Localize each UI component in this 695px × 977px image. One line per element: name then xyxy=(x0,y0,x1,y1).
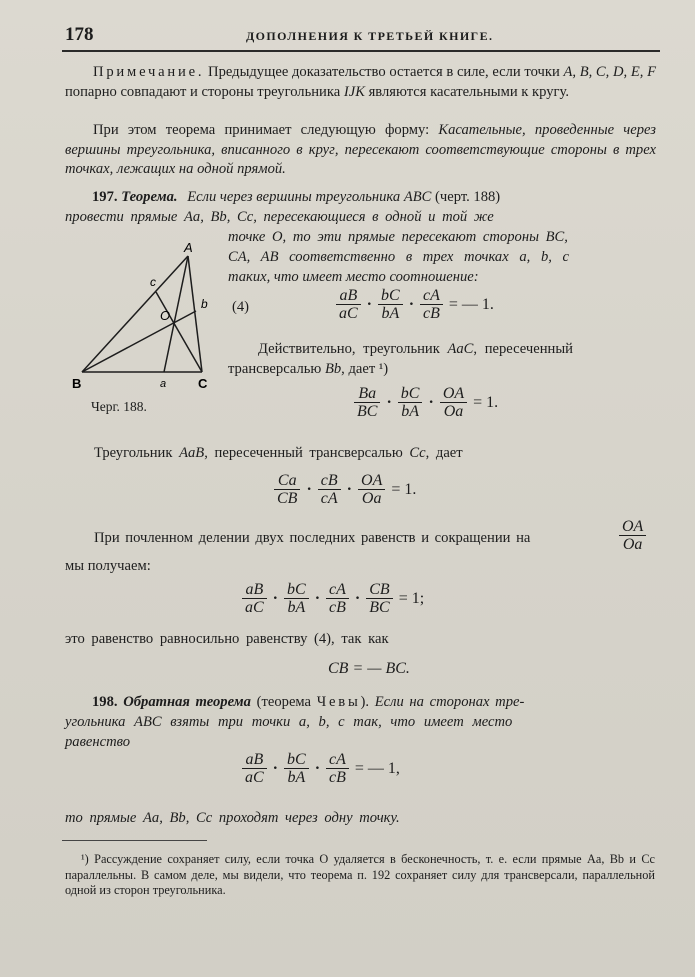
cevian-Cc xyxy=(156,292,202,372)
figure-188 xyxy=(70,236,230,396)
page-number: 178 xyxy=(65,24,94,45)
remark-tangent-paragraph: При этом теорема принимает следующую форму: Касательные, проведенные через вершины треугольника, вписанного в круг, пересекают соответствующие стороны в трех точках, лежащих на одной прямой. xyxy=(65,122,656,177)
theorem-198-line2: угольника ABC взяты три точки a, b, c так, что имеет место xyxy=(65,714,513,730)
theorem-197-line4: CA, AB соответственно в трех точках a, b, c xyxy=(228,249,570,265)
division-line: При почленном делении двух последних равенств и сокращении на xyxy=(94,530,531,546)
proof-line1: Действительно, треугольник AaC, пересеченный xyxy=(258,341,573,357)
equivalence-line: это равенство равносильно равенству (4), так как xyxy=(65,631,389,647)
formula-OA-Oa: $\frac{OA}{Oa}$ xyxy=(617,518,648,553)
header-rule xyxy=(62,50,660,52)
running-head: ДОПОЛНЕНИЯ К ТРЕТЬЕЙ КНИГЕ. xyxy=(246,29,494,43)
equation-label-4: (4) xyxy=(232,299,250,315)
cevian-Bb xyxy=(82,311,196,372)
theorem-198-title: Обратная теорема xyxy=(123,694,251,710)
label-B: B xyxy=(72,376,82,391)
label-C: C xyxy=(198,376,208,391)
footnote-rule xyxy=(62,840,207,841)
label-a: a xyxy=(160,378,167,390)
label-c: c xyxy=(150,275,156,289)
triangle-AaB-line: Треугольник AaB, пересеченный трансверсалью Cc, дает xyxy=(94,445,463,461)
theorem-197-line2: провести прямые Aa, Bb, Cc, пересекающиеся в одной и той же xyxy=(65,209,494,225)
remark-paragraph: Примечание. Предыдущее доказательство остается в силе, если точки A, B, C, D, E, F попарно совпадают и стороны треугольника IJK являются касательными к кругу. xyxy=(65,64,657,100)
label-b: b xyxy=(201,297,208,311)
figure-caption: Черг. 188. xyxy=(91,399,147,414)
we-get-line: мы получаем: xyxy=(65,558,151,574)
theorem-198-line1: 198. Обратная теорема (теорема Чевы). Если на сторонах тре- xyxy=(92,694,525,710)
formula-ceva: $\frac{aB}{aC}$ · $\frac{bC}{bA}$ · $\frac{cA}{cB}$ = — 1, xyxy=(240,751,404,786)
formula-combined: $\frac{aB}{aC}$ · $\frac{bC}{bA}$ · $\frac{cA}{cB}$ · $\frac{CB}{BC}$ = 1; xyxy=(240,581,428,616)
formula-4: $\frac{aB}{aC}$ · $\frac{bC}{bA}$ · $\frac{cA}{cB}$ = — 1. xyxy=(334,287,498,322)
theorem-197-line5: таких, что имеет место соотношение: xyxy=(228,269,479,285)
remark-label: Примечание. xyxy=(93,64,205,80)
formula-Ba-BC: $\frac{Ba}{BC}$ · $\frac{bC}{bA}$ · $\frac{OA}{Oa}$ = 1. xyxy=(352,385,502,420)
theorem-198-conclusion: то прямые Aa, Bb, Cc проходят через одну точку. xyxy=(65,810,400,826)
side-AB xyxy=(82,256,188,372)
tangent-statement: Касательные, проведенные через вершины треугольника, вписанного в круг, пересекают соответствующие стороны в трех точках, лежащих на одной прямой. xyxy=(65,122,656,177)
label-O: O xyxy=(160,308,171,323)
formula-Ca-CB: $\frac{Ca}{CB}$ · $\frac{cB}{cA}$ · $\frac{OA}{Oa}$ = 1. xyxy=(272,472,420,507)
proof-line2: трансверсалью Bb, дает ¹) xyxy=(228,361,389,377)
theorem-197-line3: точке O, то эти прямые пересекают стороны BC, xyxy=(228,229,568,245)
footnote: ¹) Рассуждение сохраняет силу, если точка O удаляется в бесконечность, т. е. если прямые Aa, Bb и Cc параллельны. В самом деле, мы видели, что теорема п. 192 сохраняет силу для трансверсали, параллельной одной из сторон треугольника. xyxy=(65,852,655,897)
theorem-198-line3: равенство xyxy=(65,734,131,750)
formula-CB-BC: CB = — BC. xyxy=(328,660,410,677)
theorem-197-line1: 197. Теорема. Если через вершины треугольника ABC (черт. 188) xyxy=(92,189,501,205)
label-A: A xyxy=(184,240,193,255)
theorem-197-title: Теорема. xyxy=(121,189,178,205)
